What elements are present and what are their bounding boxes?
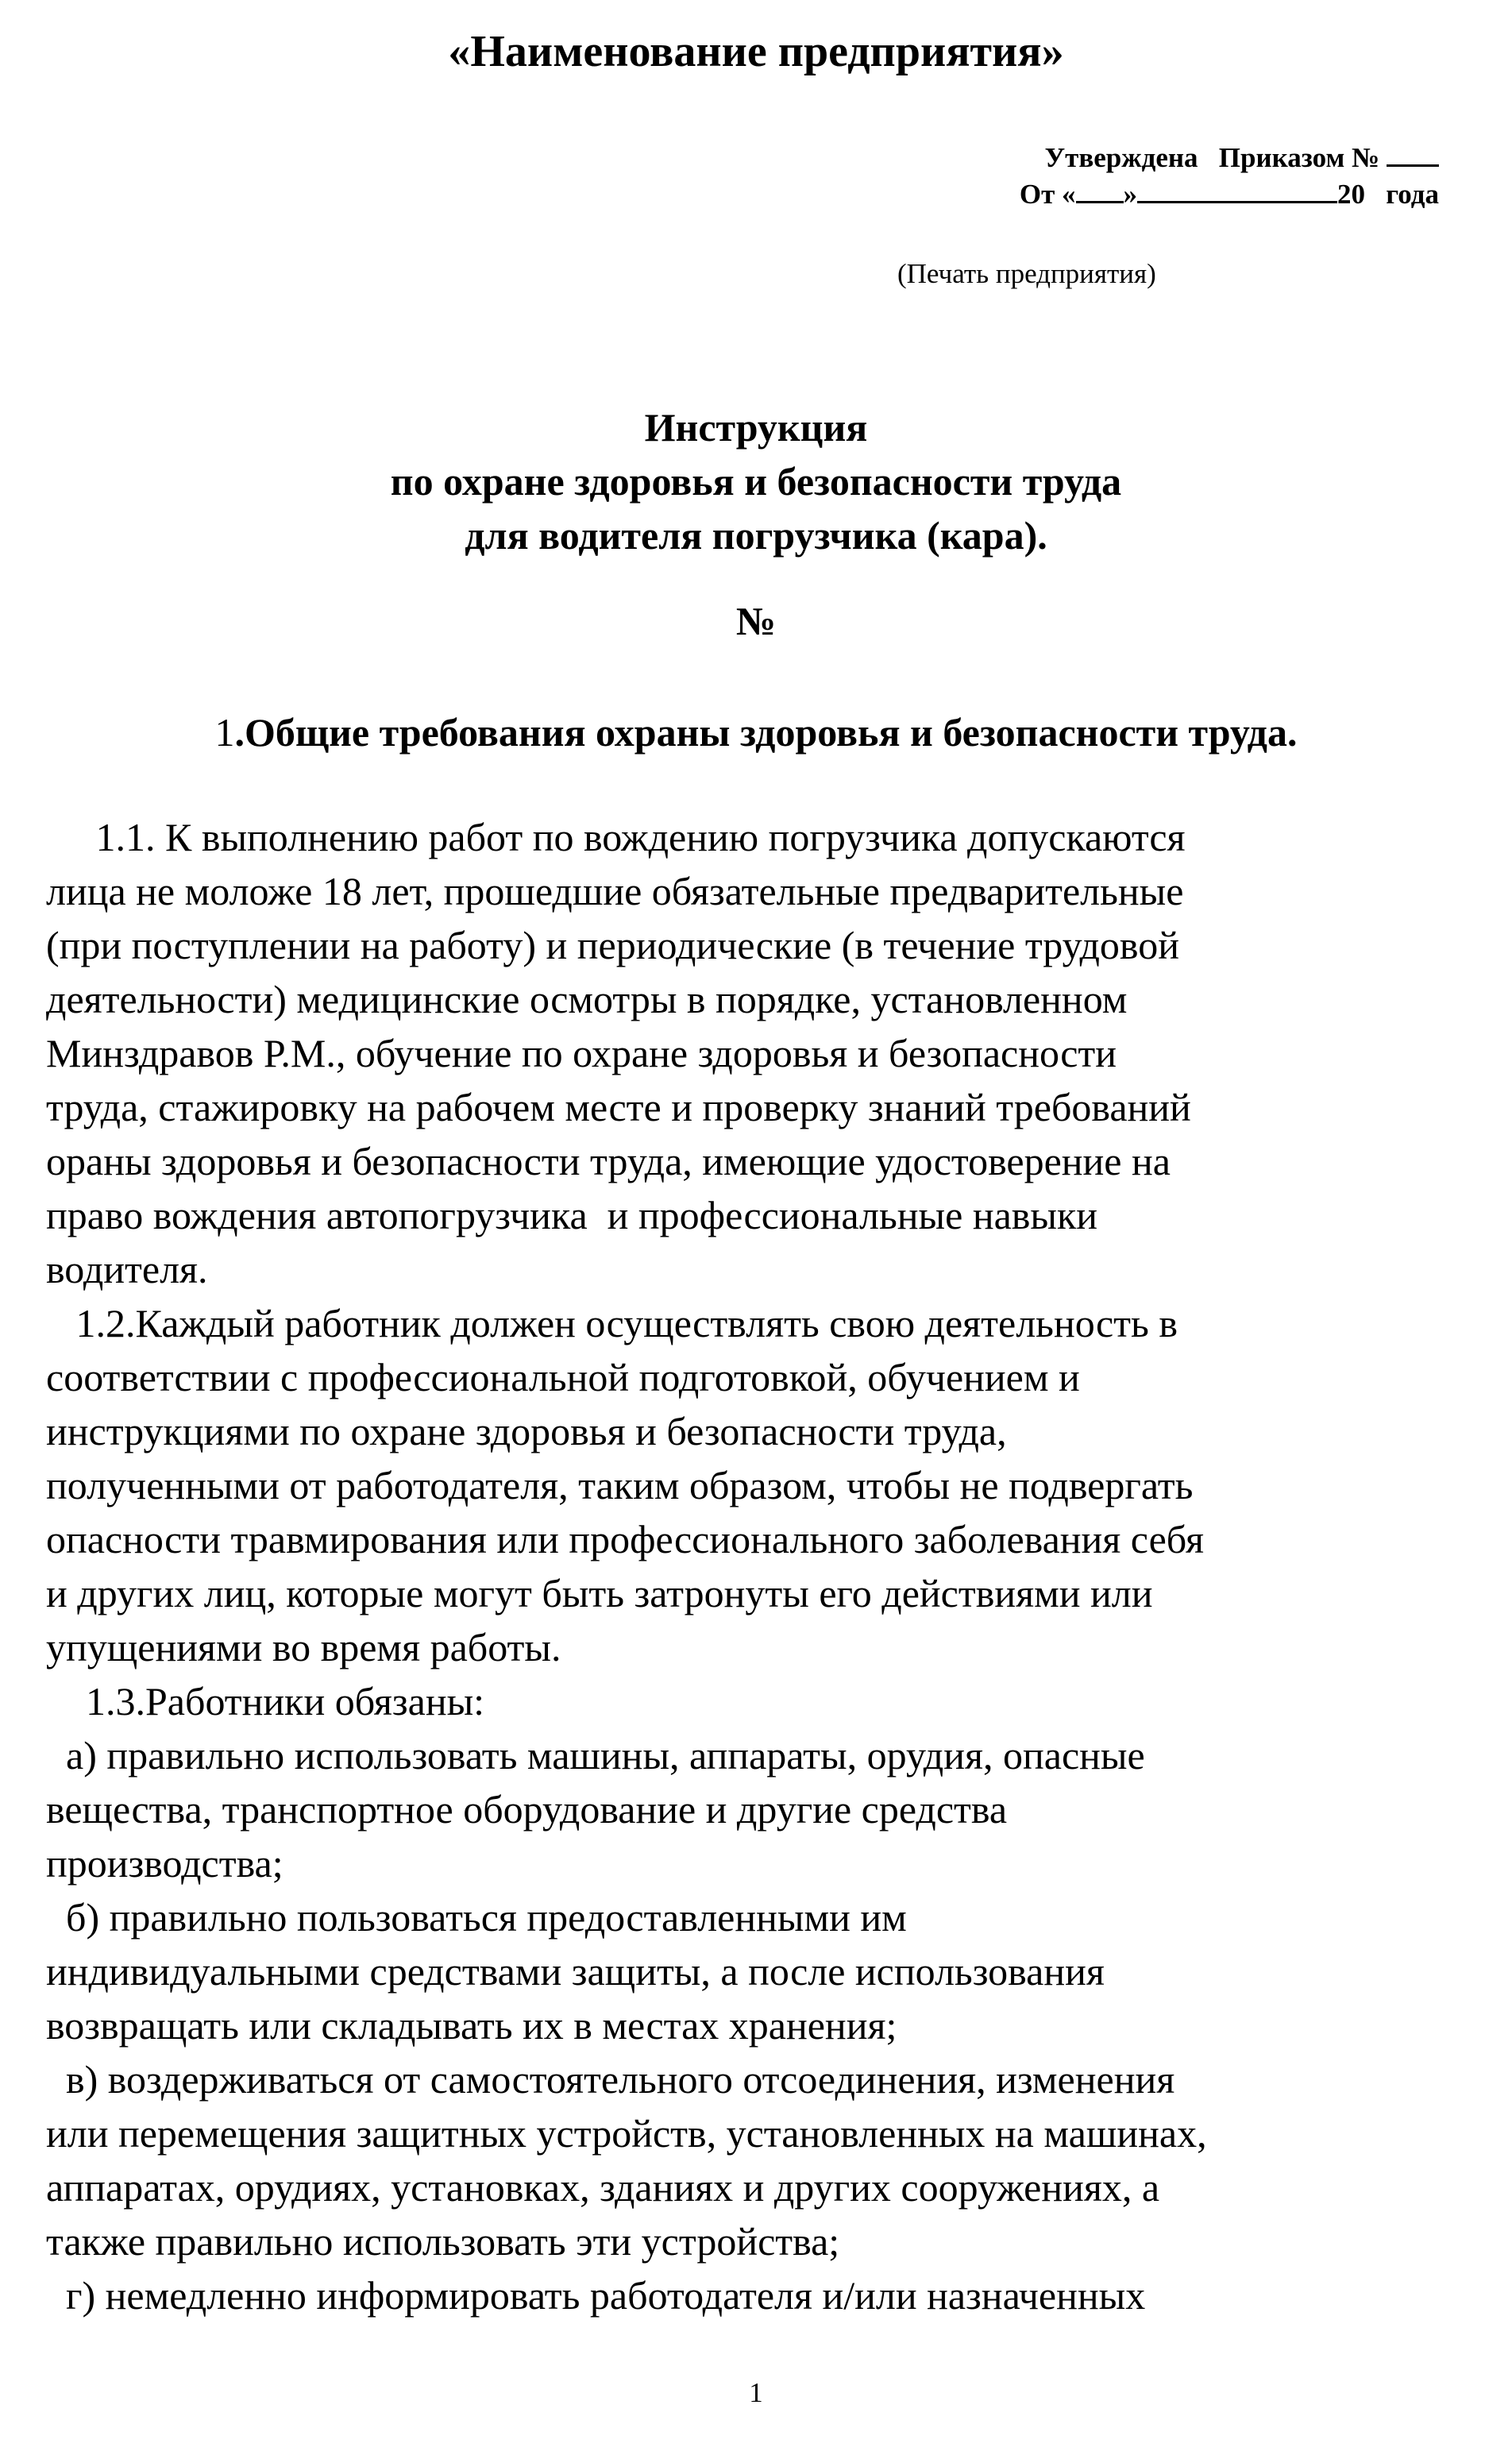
- body-line: лица не моложе 18 лет, прошедшие обязательные предварительные: [46, 869, 1184, 913]
- document-title-line2: по охране здоровья и безопасности труда: [390, 459, 1122, 504]
- body-line: возвращать или складывать их в местах хранения;: [46, 2003, 897, 2048]
- approval-order-text: Утверждена Приказом №: [1044, 142, 1387, 173]
- approval-block: [1020, 140, 1439, 213]
- body-line: 1.2.Каждый работник должен осуществлять свою деятельность в: [46, 1301, 1178, 1345]
- document-title: [0, 400, 1512, 562]
- month-blank: [1137, 179, 1337, 203]
- section-1-body: [46, 810, 1475, 2322]
- document-number: №: [735, 599, 777, 643]
- section-1-number: 1: [214, 710, 235, 755]
- body-line: инструкциями по охране здоровья и безопасности труда,: [46, 1409, 1007, 1453]
- body-line: производства;: [46, 1841, 284, 1886]
- body-line: или перемещения защитных устройств, установленных на машинах,: [46, 2111, 1207, 2156]
- approval-date-prefix: От «: [1019, 179, 1076, 210]
- body-line: опасности травмирования или профессионального заболевания себя: [46, 1517, 1204, 1561]
- approval-date-year: 20 года: [1337, 179, 1439, 210]
- body-line: упущениями во время работы.: [46, 1625, 561, 1669]
- body-line: 1.1. К выполнению работ по вождению погрузчика допускаются: [46, 815, 1186, 859]
- approval-order-line: [1020, 140, 1439, 176]
- body-line: 1.3.Работники обязаны:: [46, 1679, 485, 1724]
- order-number-blank: [1387, 142, 1439, 167]
- body-line: б) правильно пользоваться предоставленными им: [46, 1895, 907, 1940]
- body-line: г) немедленно информировать работодателя и/или назначенных: [46, 2273, 1146, 2318]
- body-line: Минздравов Р.М., обучение по охране здоровья и безопасности: [46, 1031, 1117, 1075]
- body-line: труда, стажировку на рабочем месте и проверку знаний требований: [46, 1085, 1191, 1129]
- document-title-line3: для водителя погрузчика (кара).: [465, 513, 1047, 558]
- body-line: в) воздерживаться от самостоятельного отсоединения, изменения: [46, 2057, 1175, 2102]
- approval-date-line: [1020, 176, 1439, 213]
- body-line: индивидуальными средствами защиты, а после использования: [46, 1949, 1105, 1994]
- body-line: и других лиц, которые могут быть затронуты его действиями или: [46, 1571, 1153, 1615]
- body-line: вещества, транспортное оборудование и другие средства: [46, 1787, 1008, 1832]
- day-blank: [1076, 179, 1124, 203]
- body-line: соответствии с профессиональной подготовкой, обучением и: [46, 1355, 1080, 1399]
- approval-date-quote: »: [1123, 179, 1138, 210]
- page-number: 1: [749, 2377, 763, 2408]
- body-line: (при поступлении на работу) и периодические (в течение трудовой: [46, 923, 1179, 967]
- company-name: «Наименование предприятия»: [448, 27, 1064, 76]
- stamp-placeholder: (Печать предприятия): [897, 258, 1156, 289]
- body-line: ораны здоровья и безопасности труда, имеющие удостоверение на: [46, 1139, 1171, 1183]
- body-line: также правильно использовать эти устройства;: [46, 2219, 840, 2264]
- body-line: деятельности) медицинские осмотры в порядке, установленном: [46, 977, 1128, 1021]
- document-title-line1: Инструкция: [644, 405, 868, 450]
- section-1-heading: [0, 705, 1512, 759]
- body-line: право вождения автопогрузчика и профессиональные навыки: [46, 1193, 1098, 1237]
- body-line: аппаратах, орудиях, установках, зданиях и других сооружениях, а: [46, 2165, 1160, 2210]
- body-line: водителя.: [46, 1247, 208, 1291]
- body-line: полученными от работодателя, таким образом, чтобы не подвергать: [46, 1463, 1194, 1507]
- section-1-title: .Общие требования охраны здоровья и безопасности труда.: [234, 710, 1298, 755]
- body-line: а) правильно использовать машины, аппараты, орудия, опасные: [46, 1733, 1145, 1778]
